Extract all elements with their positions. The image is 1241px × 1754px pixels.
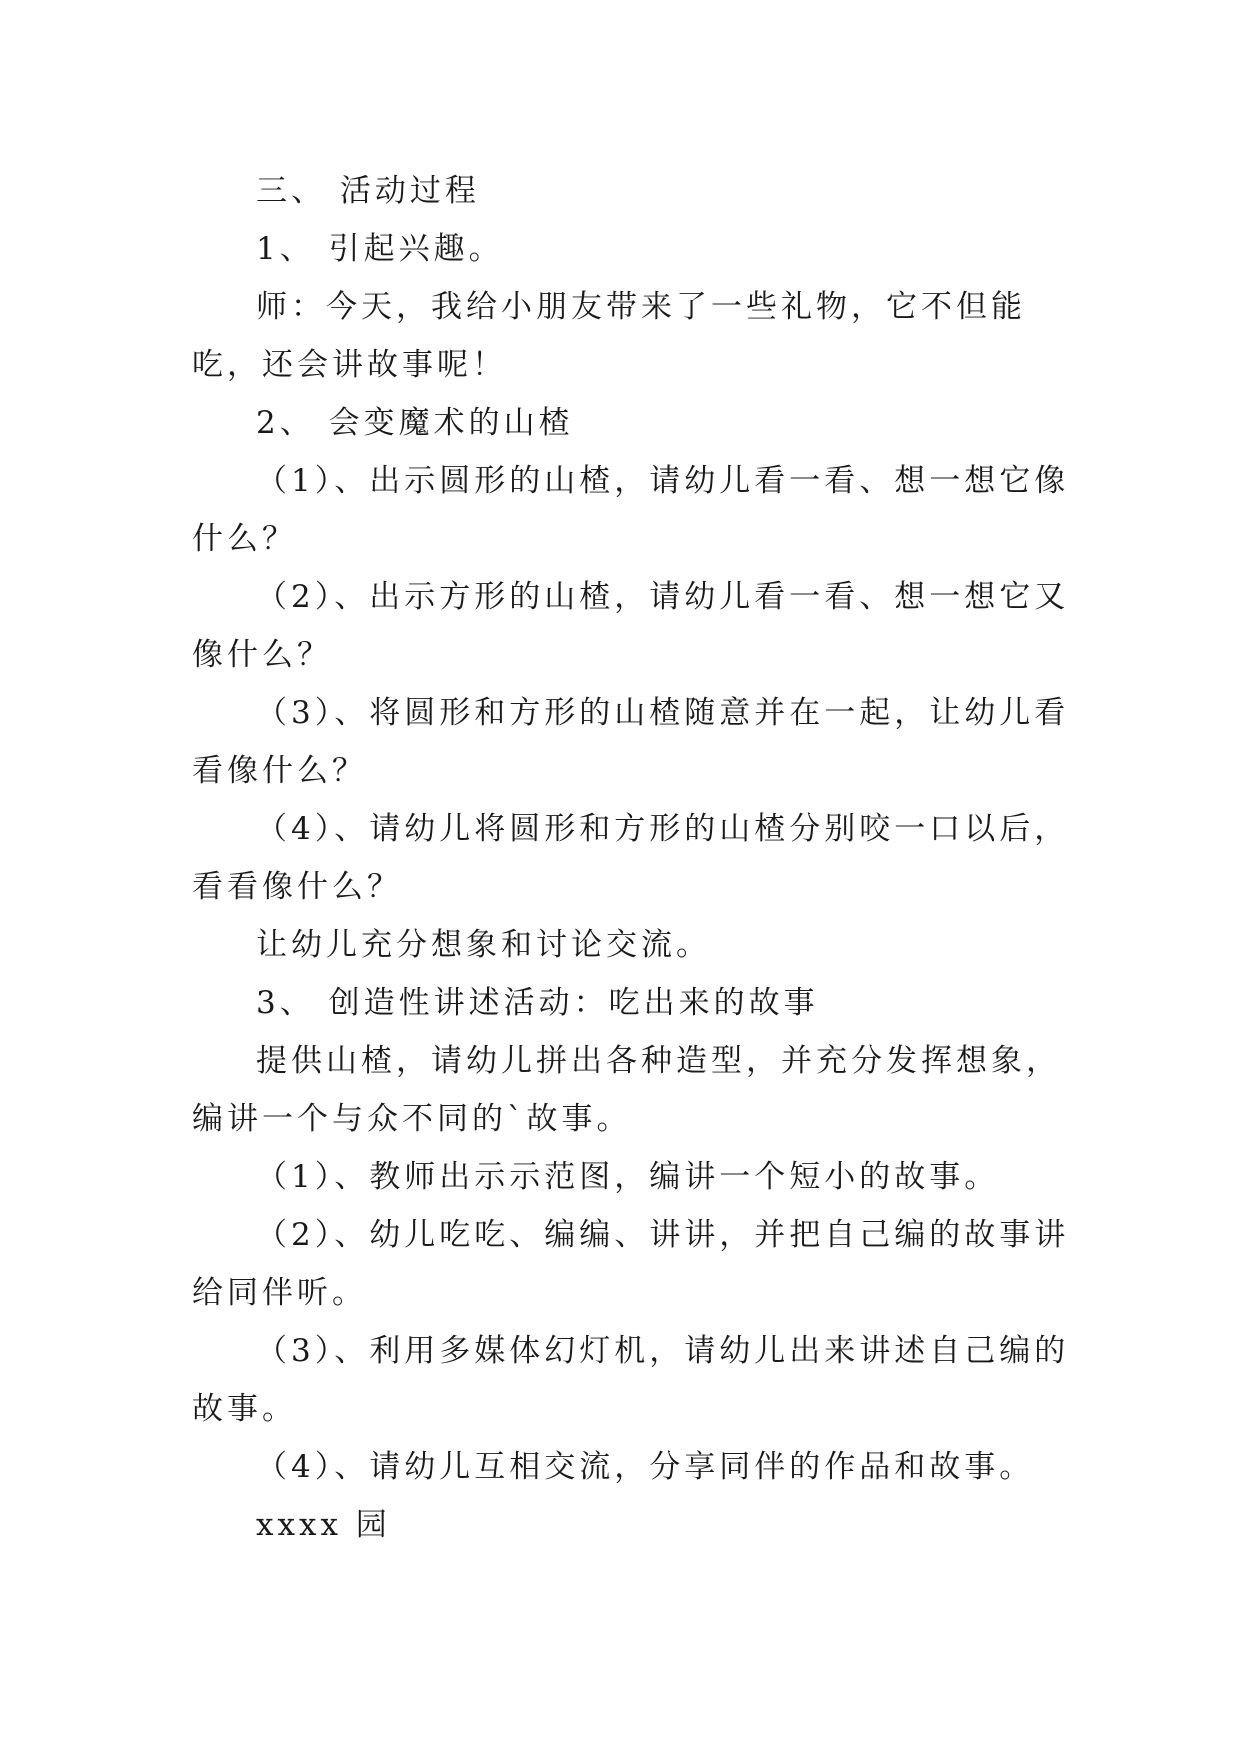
step-3-heading: 3、 创造性讲述活动：吃出来的故事	[256, 985, 819, 1021]
section-heading-activity-process: 三、 活动过程	[256, 173, 480, 209]
step-2-item-1: （1）、出示圆形的山楂，请幼儿看一看、想一想它像什么？	[192, 463, 1070, 557]
document-body	[192, 162, 1072, 1554]
step-2-summary: 让幼儿充分想象和讨论交流。	[256, 927, 711, 963]
step-2-heading: 2、 会变魔术的山楂	[256, 405, 574, 441]
step-3-intro-paragraph: 提供山楂，请幼儿拼出各种造型，并充分发挥想象，编讲一个与众不同的`故事。	[192, 1043, 1061, 1137]
step-2-item-2: （2）、出示方形的山楂，请幼儿看一看、想一想它又像什么？	[192, 579, 1070, 673]
teacher-intro-paragraph: 师：今天，我给小朋友带来了一些礼物，它不但能吃，还会讲故事呢！	[192, 289, 1026, 383]
step-1-heading: 1、 引起兴趣。	[256, 231, 504, 267]
signature-line: xxxx 园	[256, 1507, 391, 1543]
step-2-item-3: （3）、将圆形和方形的山楂随意并在一起，让幼儿看看像什么？	[192, 695, 1070, 789]
step-3-item-1: （1）、教师出示示范图，编讲一个短小的故事。	[256, 1159, 1000, 1195]
step-3-item-4: （4）、请幼儿互相交流，分享同伴的作品和故事。	[256, 1449, 1035, 1485]
step-3-item-3: （3）、利用多媒体幻灯机，请幼儿出来讲述自己编的故事。	[192, 1333, 1070, 1427]
step-3-item-2: （2）、幼儿吃吃、编编、讲讲，并把自己编的故事讲给同伴听。	[192, 1217, 1070, 1311]
step-2-item-4: （4）、请幼儿将圆形和方形的山楂分别咬一口以后，看看像什么？	[192, 811, 1070, 905]
